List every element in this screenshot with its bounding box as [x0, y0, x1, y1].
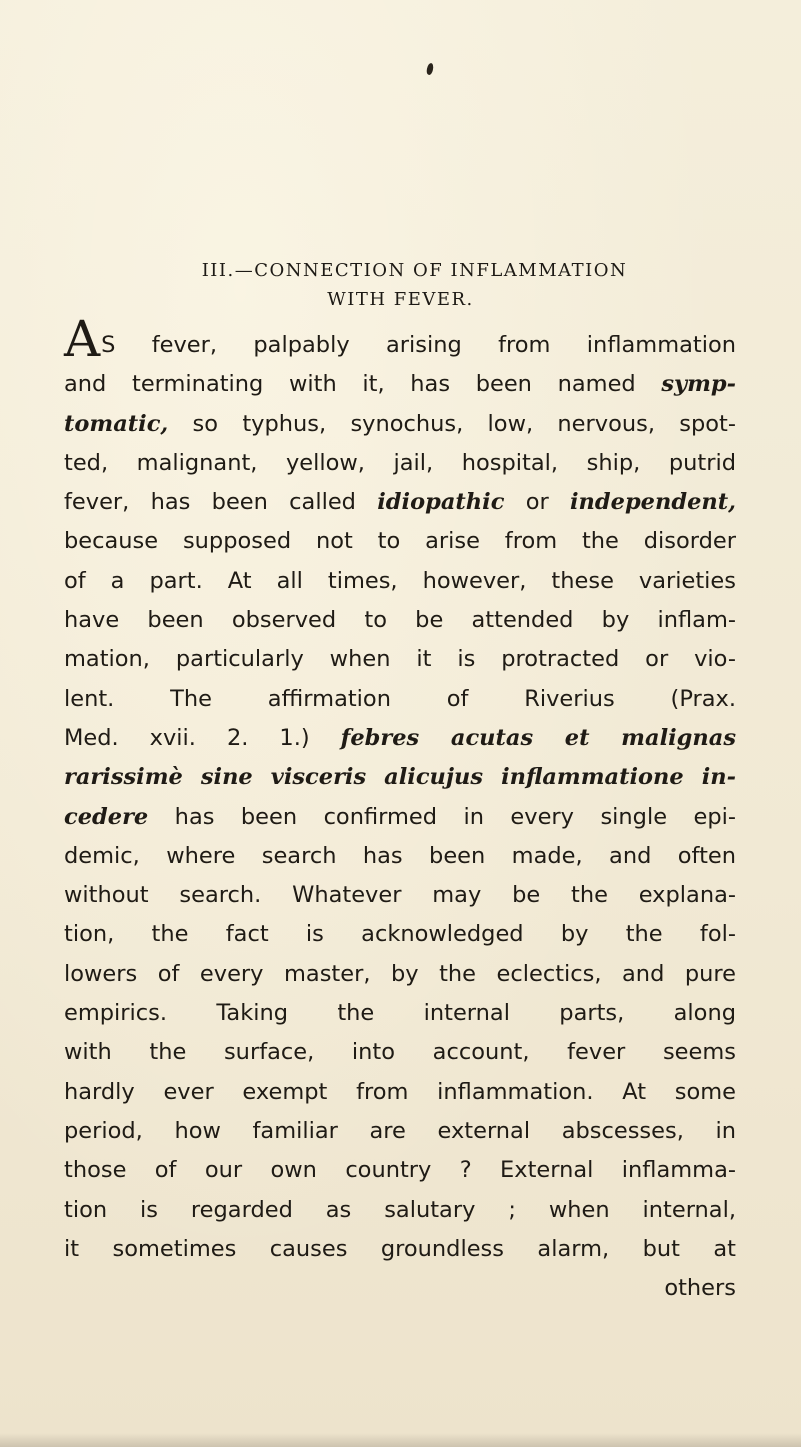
text-run: of a part. At all times, however, these varieties — [64, 567, 736, 594]
text-run: or — [504, 489, 570, 516]
text-run: hardly ever exempt from inflammation. At some — [64, 1078, 736, 1105]
italic-text-run: tomatic, — [64, 410, 169, 437]
text-line — [64, 483, 736, 522]
text-line — [64, 1073, 736, 1112]
text-line — [64, 876, 736, 915]
text-run: mation, particularly when it is protracted or vio- — [64, 646, 736, 673]
text-run: without search. Whatever may be the explana- — [64, 882, 736, 909]
text-run: have been observed to be attended by inflam- — [64, 607, 736, 634]
text-line — [64, 365, 736, 404]
text-run: demic, where search has been made, and often — [64, 842, 736, 869]
text-line — [64, 837, 736, 876]
text-line — [64, 522, 736, 561]
text-run: and terminating with it, has been named — [64, 371, 662, 398]
text-line — [64, 1269, 736, 1308]
italic-text-run: cedere — [64, 803, 149, 830]
text-line — [64, 640, 736, 679]
text-run: period, how familiar are external abscesses, in — [64, 1117, 736, 1144]
text-line — [64, 955, 736, 994]
drop-cap: A — [64, 310, 101, 368]
italic-text-run: febres acutas et malignas — [340, 724, 737, 751]
text-line — [64, 758, 736, 797]
text-line — [64, 1151, 736, 1190]
text-run: so typhus, synochus, low, nervous, spot- — [168, 410, 736, 437]
text-line — [64, 444, 736, 483]
text-line — [64, 1033, 736, 1072]
section-heading: III.—CONNECTION OF INFLAMMATION — [201, 260, 628, 281]
text-line — [64, 915, 736, 954]
text-line — [64, 601, 736, 640]
text-line — [64, 680, 736, 719]
text-run: ted, malignant, yellow, jail, hospital, ship, putrid — [64, 449, 736, 476]
text-line — [64, 1230, 736, 1269]
text-run: lent. The affirmation of Riverius (Prax. — [64, 685, 736, 712]
text-line — [64, 994, 736, 1033]
text-line — [64, 562, 736, 601]
text-run: lowers of every master, by the eclectics, and pure — [64, 960, 736, 987]
text-run: others — [664, 1275, 736, 1302]
body-paragraph — [64, 310, 737, 1308]
text-run: tion, the fact is acknowledged by the fol- — [64, 921, 736, 948]
section-subheading: WITH FEVER. — [327, 289, 474, 310]
page-bottom-edge — [0, 1433, 801, 1447]
text-run: those of our own country ? External inflamma- — [64, 1157, 736, 1184]
italic-text-run: symp- — [661, 371, 736, 398]
text-line — [64, 719, 736, 758]
text-run: with the surface, into account, fever seems — [64, 1039, 736, 1066]
text-run: tion is regarded as salutary ; when internal, — [64, 1196, 736, 1223]
text-line — [64, 1112, 736, 1151]
text-run: has been confirmed in every single epi- — [148, 803, 736, 830]
text-run: it sometimes causes groundless alarm, but at — [64, 1235, 736, 1262]
text-line — [64, 405, 736, 444]
text-run: fever, has been called — [64, 489, 378, 516]
italic-text-run: idiopathic — [377, 489, 505, 516]
text-line — [64, 798, 736, 837]
ink-speck-mark — [426, 63, 434, 76]
text-run: empirics. Taking the internal parts, along — [64, 1000, 736, 1027]
italic-text-run: independent, — [570, 489, 736, 516]
text-line — [64, 310, 736, 368]
text-run: S fever, palpably arising from inflammation — [101, 332, 736, 358]
text-line — [64, 1191, 736, 1230]
text-run: because supposed not to arise from the disorder — [64, 528, 736, 555]
italic-text-run: rarissimè sine visceris alicujus inflammatione in- — [64, 764, 736, 791]
text-run: Med. xvii. 2. 1.) — [64, 724, 341, 751]
